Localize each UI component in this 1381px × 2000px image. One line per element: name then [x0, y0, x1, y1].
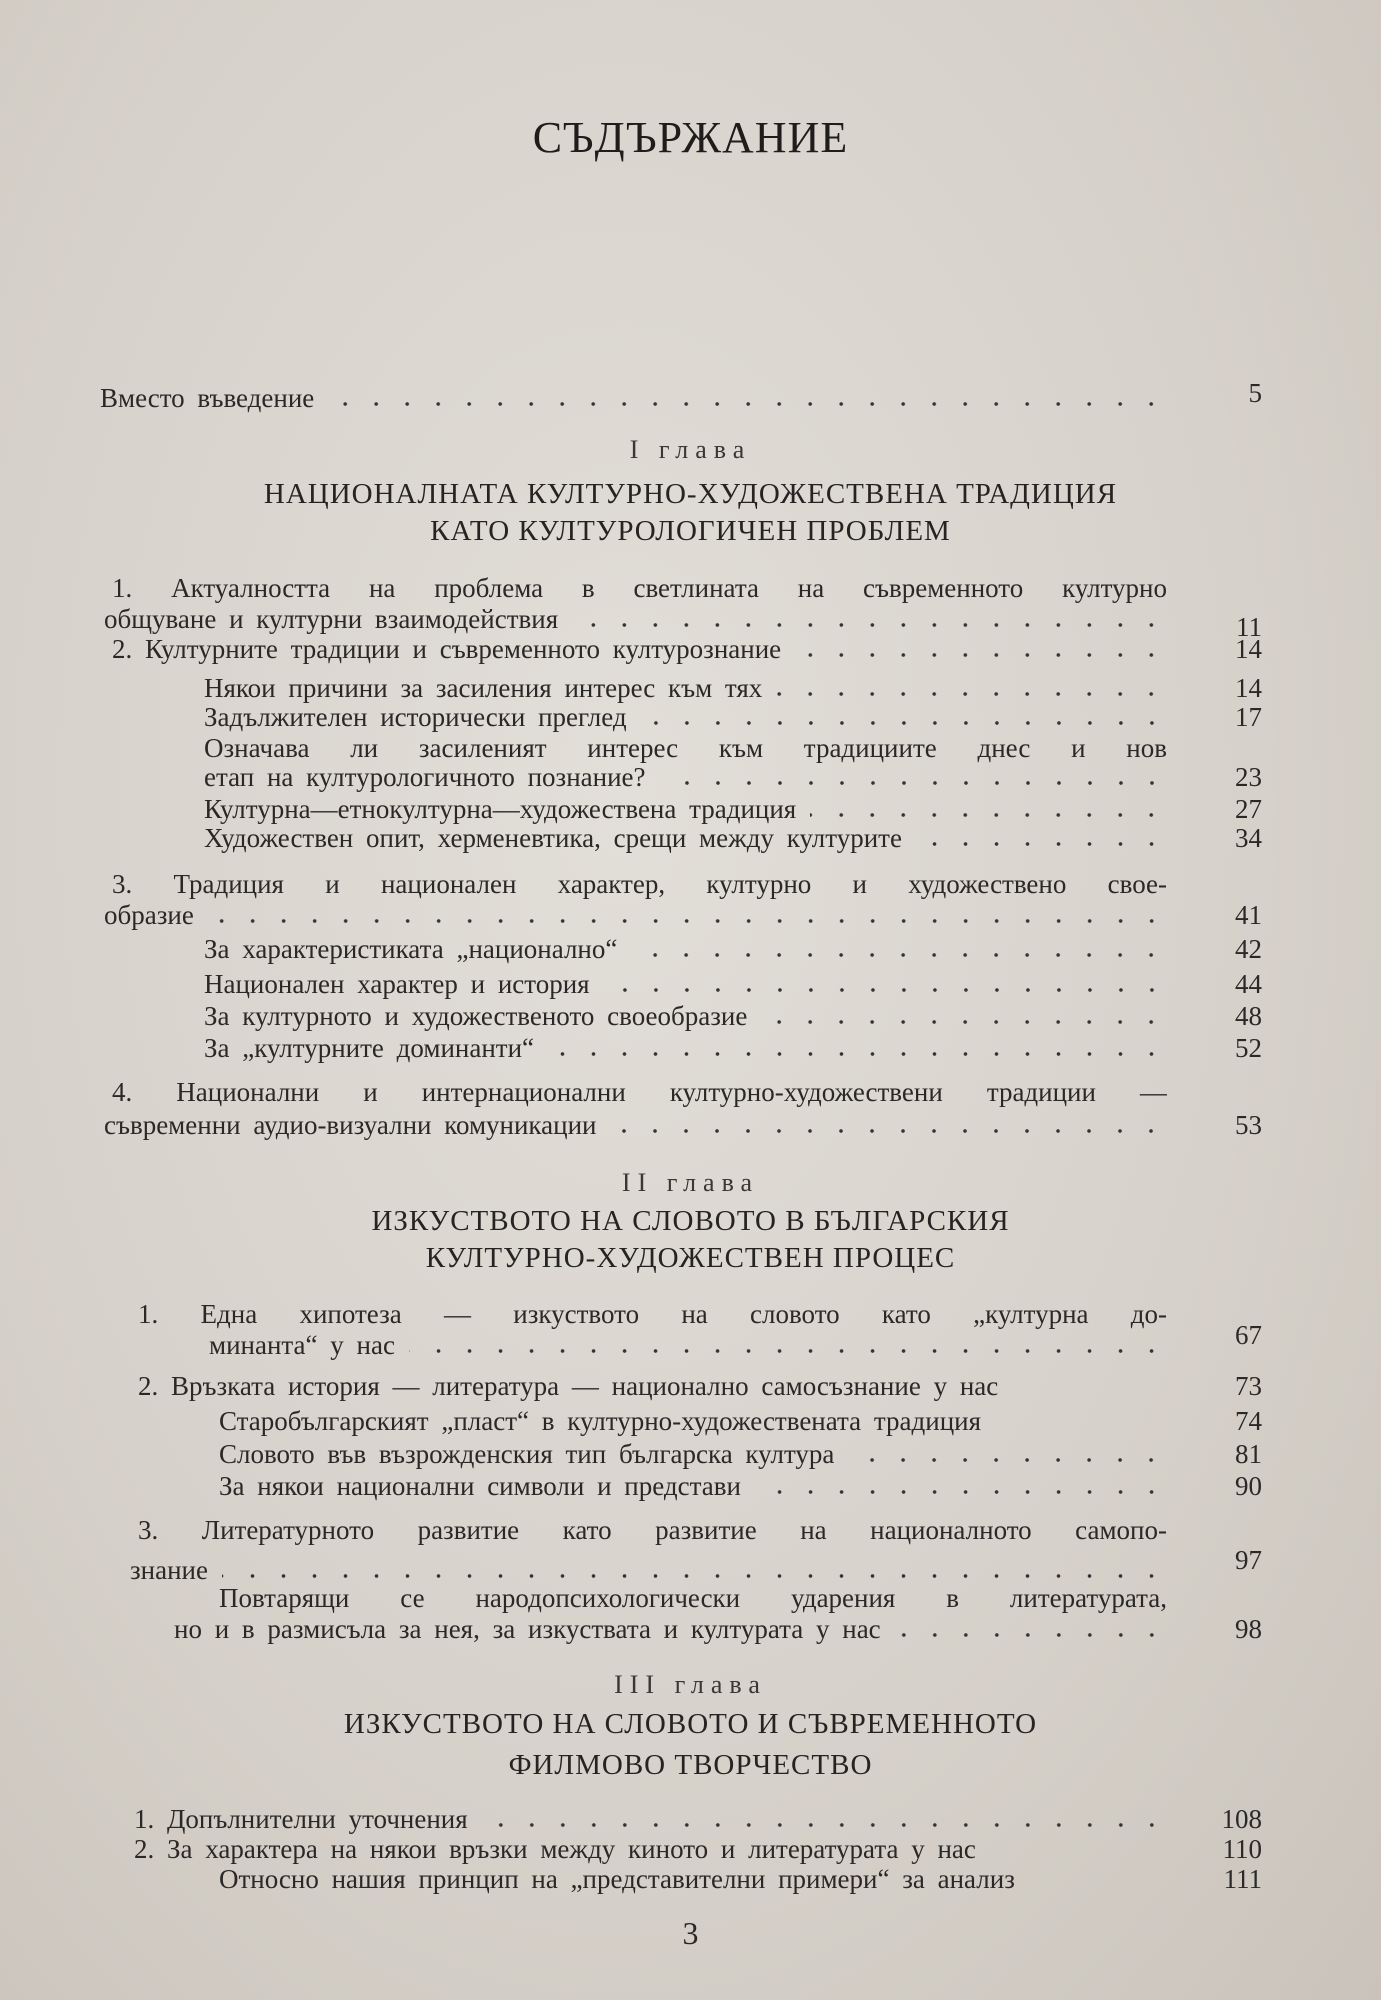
toc-entry-line — [204, 762, 1167, 793]
chapter-heading: НАЦИОНАЛНАТА КУЛТУРНО-ХУДОЖЕСТВЕНА ТРАДИЦИЯ — [263, 478, 1118, 510]
entry-text: образие — [104, 900, 194, 930]
toc-entry-line: Означава ли засиленият интерес към традициите днес и нов — [204, 733, 1167, 763]
dot-leader — [810, 812, 1167, 818]
toc-entry-line — [138, 1371, 1167, 1402]
entry-page-number: 17 — [1235, 702, 1262, 732]
entry-page-number: 42 — [1235, 934, 1262, 964]
toc-entry-line — [130, 1555, 1167, 1586]
chapter-heading: КУЛТУРНО-ХУДОЖЕСТВЕН ПРОЦЕС — [425, 1242, 956, 1274]
page-number: 3 — [682, 1915, 699, 1951]
dot-leader — [208, 918, 1167, 924]
entry-text: 2. За характера на някои връзки между киното и литературата у нас — [134, 1834, 976, 1864]
toc-entry-line — [219, 1439, 1167, 1470]
entry-page-number: 67 — [1235, 1320, 1262, 1350]
entry-page-number: 53 — [1235, 1110, 1262, 1140]
entry-text: общуване и културни взаимодействия — [104, 604, 559, 634]
toc-entry-line — [204, 969, 1167, 1000]
toc-entry-line — [104, 900, 1167, 931]
entry-page-number: 98 — [1235, 1614, 1262, 1644]
toc-entry-line: 4. Национални и интернационални културно-художествени традиции — — [112, 1077, 1167, 1107]
chapter-label: I глава — [629, 435, 752, 464]
entry-text: За характеристиката „национално“ — [204, 934, 618, 964]
entry-text: Културна—етнокултурна—художествена традиция — [204, 794, 797, 824]
chapter-heading: ИЗКУСТВОТО НА СЛОВОТО И СЪВРЕМЕННОТО — [343, 1708, 1038, 1740]
toc-entry-line: Повтарящи се народопсихологически ударения в литературата, — [219, 1583, 1167, 1613]
entry-text: съвременни аудио-визуални комуникации — [104, 1110, 597, 1140]
toc-entry-line — [204, 1001, 1167, 1032]
dot-leader — [848, 1457, 1167, 1463]
toc-entry-line — [104, 604, 1167, 635]
entry-text: За културното и художественото своеобразие — [204, 1001, 748, 1031]
dot-leader — [660, 780, 1167, 786]
entry-text: но и в размисъла за нея, за изкуствата и културата у нас — [174, 1614, 881, 1644]
dot-leader — [761, 1019, 1167, 1025]
entry-page-number: 73 — [1235, 1371, 1262, 1401]
toc-entry-line — [204, 823, 1167, 854]
entry-page-number: 34 — [1235, 823, 1262, 853]
toc-entry-line — [174, 1614, 1167, 1645]
entry-text: знание — [130, 1555, 208, 1585]
toc-entry-line — [219, 1471, 1167, 1502]
entry-text: Относно нашия принцип на „представителни примери“ за анализ — [219, 1864, 1015, 1894]
chapter-heading: ИЗКУСТВОТО НА СЛОВОТО В БЪЛГАРСКИЯ — [371, 1205, 1010, 1237]
dot-leader — [222, 1573, 1167, 1579]
entry-page-number: 27 — [1235, 794, 1262, 824]
toc-entry-line — [219, 1406, 1167, 1437]
dot-leader — [895, 1632, 1167, 1638]
toc-entry-line — [134, 1834, 1167, 1865]
dot-leader — [755, 1489, 1167, 1495]
page-title: СЪДЪРЖАНИЕ — [532, 113, 849, 162]
entry-page-number: 110 — [1222, 1834, 1262, 1864]
toc-entry-line — [112, 634, 1167, 665]
toc-entry-line: 1. Актуалността на проблема в светлината на съвременното културно — [112, 573, 1167, 603]
entry-text: 1. Допълнителни уточнения — [134, 1804, 468, 1834]
toc-entry-line — [104, 1110, 1167, 1141]
dot-leader — [482, 1822, 1167, 1828]
dot-leader — [328, 401, 1167, 407]
entry-page-number: 81 — [1235, 1439, 1262, 1469]
toc-entry-line: 3. Традиция и национален характер, културно и художествено свое- — [112, 869, 1167, 899]
entry-page-number: 111 — [1223, 1864, 1262, 1894]
dot-leader — [631, 952, 1167, 958]
chapter-heading: КАТО КУЛТУРОЛОГИЧЕН ПРОБЛЕМ — [430, 515, 951, 547]
entry-page-number: 41 — [1235, 900, 1262, 930]
entry-text: 2. Връзката история — литература — национално самосъзнание у нас — [138, 1371, 999, 1401]
dot-leader — [610, 1128, 1167, 1134]
entry-page-number: 52 — [1235, 1033, 1262, 1063]
entry-text: етап на културологичното познание? — [204, 762, 646, 792]
toc-entry-line — [134, 1804, 1167, 1835]
dot-leader — [641, 720, 1167, 726]
chapter-label: II глава — [621, 1168, 760, 1197]
toc-entry-line — [204, 702, 1167, 733]
entry-page-number: 44 — [1235, 969, 1262, 999]
dot-leader — [916, 841, 1167, 847]
entry-text: Старобългарският „пласт“ в културно-художествената традиция — [219, 1406, 982, 1436]
dot-leader — [776, 691, 1167, 697]
dot-leader — [409, 1348, 1167, 1354]
entry-text: Художествен опит, херменевтика, срещи между културите — [204, 823, 902, 853]
toc-entry-line — [204, 673, 1167, 704]
toc-entry-line — [100, 383, 1167, 414]
entry-text: 2. Културните традиции и съвременното културознание — [112, 634, 782, 664]
entry-page-number: 14 — [1235, 673, 1262, 703]
dot-leader — [572, 622, 1167, 628]
chapter-heading: ФИЛМОВО ТВОРЧЕСТВО — [508, 1749, 873, 1781]
entry-text: Словото във възрожденския тип българска култура — [219, 1439, 835, 1469]
entry-page-number: 5 — [1248, 378, 1262, 408]
entry-text: Задължителен исторически преглед — [204, 702, 627, 732]
entry-page-number: 11 — [1236, 612, 1262, 642]
toc-entry-line — [209, 1330, 1167, 1361]
chapter-label: III глава — [614, 1670, 767, 1699]
entry-page-number: 90 — [1235, 1471, 1262, 1501]
entry-text: Национален характер и история — [204, 969, 590, 999]
entry-page-number: 74 — [1235, 1406, 1262, 1436]
toc-entry-line: 1. Една хипотеза — изкуството на словото като „културна до- — [138, 1299, 1167, 1329]
entry-text: За „културните доминанти“ — [204, 1033, 535, 1063]
entry-page-number: 48 — [1235, 1001, 1262, 1031]
entry-text: За някои национални символи и представи — [219, 1471, 741, 1501]
entry-page-number: 97 — [1235, 1545, 1262, 1575]
toc-entry-line — [219, 1864, 1167, 1895]
entry-page-number: 108 — [1221, 1804, 1262, 1834]
dot-leader — [548, 1051, 1167, 1057]
toc-entry-line — [204, 1033, 1167, 1064]
dot-leader — [604, 987, 1167, 993]
entry-text: Някои причини за засиления интерес към тях — [204, 673, 763, 703]
entry-text: минанта“ у нас — [209, 1330, 395, 1360]
entry-text: Вместо въведение — [100, 383, 315, 413]
entry-page-number: 23 — [1235, 762, 1262, 792]
dot-leader — [795, 652, 1167, 658]
entry-page-number: 14 — [1235, 634, 1262, 664]
toc-entry-line — [204, 794, 1167, 825]
toc-entry-line — [204, 934, 1167, 965]
toc-entry-line: 3. Литературното развитие като развитие на националното самопо- — [138, 1515, 1167, 1545]
